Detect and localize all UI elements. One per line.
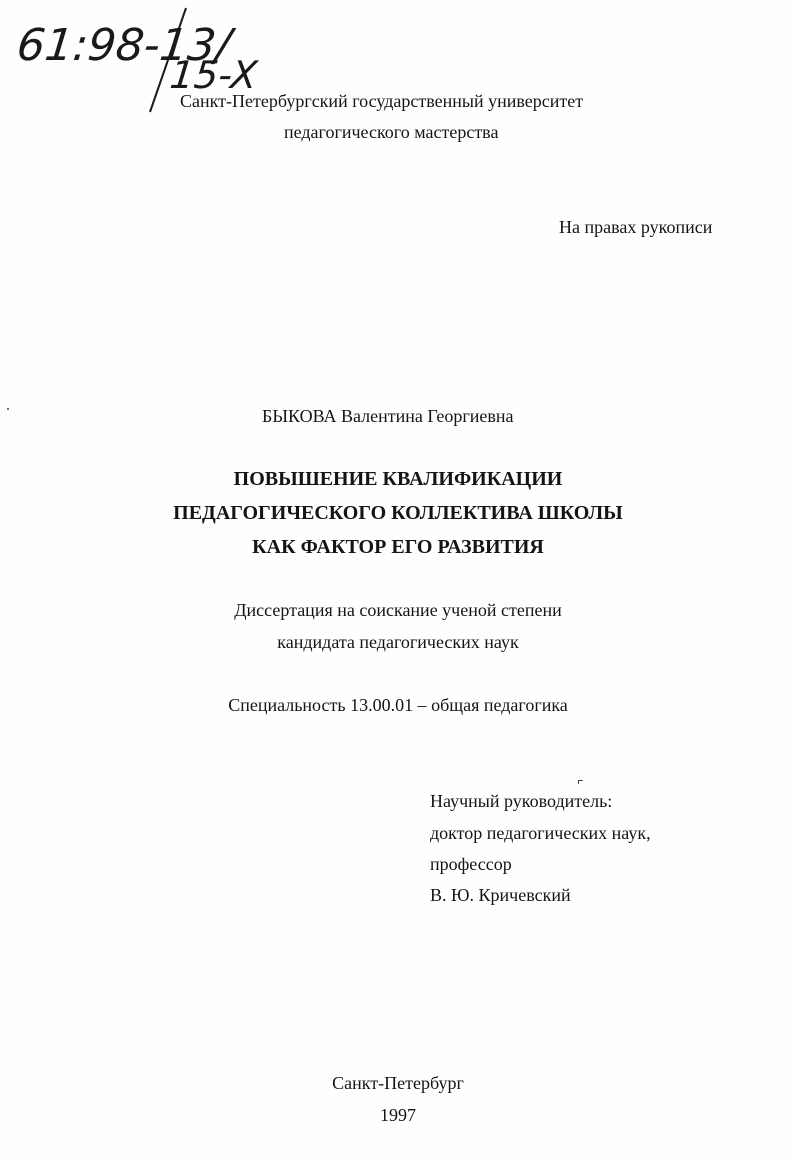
supervisor-label: Научный руководитель: (430, 791, 613, 811)
title-line-2: ПЕДАГОГИЧЕСКОГО КОЛЛЕКТИВА ШКОЛЫ (173, 502, 623, 524)
handwritten-line-2: 15-X (167, 53, 260, 97)
scan-speck (7, 408, 9, 410)
faculty-name: педагогического мастерства (284, 122, 499, 142)
specialty: Специальность 13.00.01 – общая педагогика (228, 695, 568, 715)
footer-year: 1997 (380, 1105, 416, 1125)
dissertation-line-1: Диссертация на соискание ученой степени (234, 600, 562, 620)
footer-city: Санкт-Петербург (332, 1073, 464, 1093)
title-line-1: ПОВЫШЕНИЕ КВАЛИФИКАЦИИ (233, 468, 563, 490)
scan-mark (578, 780, 583, 784)
author-name: БЫКОВА Валентина Георгиевна (262, 406, 514, 426)
supervisor-degree: доктор педагогических наук, (430, 823, 651, 843)
supervisor-name: В. Ю. Кричевский (430, 885, 571, 905)
university-name: Санкт-Петербургский государственный университет (180, 91, 584, 111)
dissertation-line-2: кандидата педагогических наук (277, 632, 519, 652)
rights-note: На правах рукописи (559, 217, 713, 237)
title-line-3: КАК ФАКТОР ЕГО РАЗВИТИЯ (252, 536, 544, 558)
supervisor-rank: профессор (430, 854, 512, 874)
handwritten-line-1: 61:98-13/ (14, 20, 234, 71)
